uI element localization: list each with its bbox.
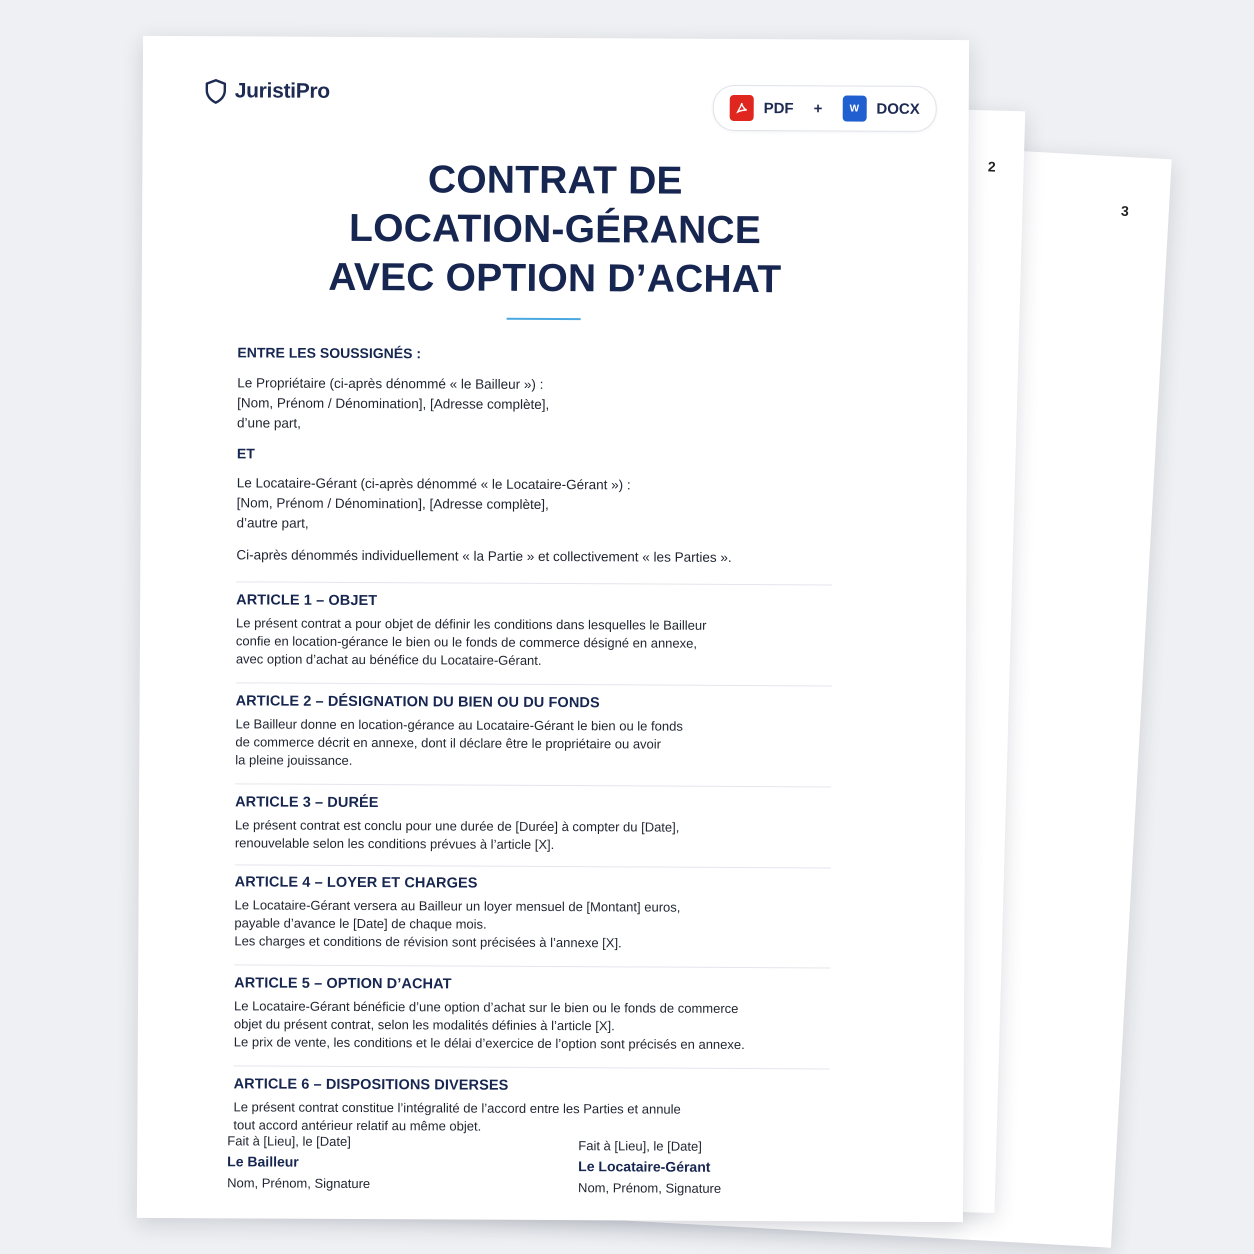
brand-name: JuristiPro [234, 79, 330, 103]
title-line: CONTRAT DE [427, 158, 683, 203]
owner-paragraph [237, 373, 833, 436]
text-line: Le prix de vente, les conditions et le délai d’exercice de l’option sont précisés en annexe. [233, 1034, 745, 1053]
text-line: Le présent contrat est conclu pour une durée de [Durée] à compter du [Date], [234, 817, 680, 835]
article-title: ARTICLE 2 – DÉSIGNATION DU BIEN OU DU FONDS [235, 693, 600, 712]
article-text [236, 614, 832, 671]
tenant-paragraph [236, 473, 832, 536]
title-line: AVEC OPTION D’ACHAT [328, 255, 782, 302]
contract-body [233, 342, 833, 1137]
text-line: renouvelable selon les conditions prévues à l’article [X]. [234, 835, 555, 853]
parties-heading: ENTRE LES SOUSSIGNÉS : [237, 344, 422, 362]
article-1 [236, 590, 832, 671]
text-line: la pleine jouissance. [235, 752, 353, 768]
text-line: Le Locataire-Gérant versera au Bailleur un loyer mensuel de [Montant] euros, [234, 897, 681, 915]
signature-role: Le Locataire-Gérant [578, 1158, 711, 1175]
text-line: Les charges et conditions de révision sont précisées à l’annexe [X]. [234, 933, 622, 951]
and-label: ET [236, 445, 255, 462]
docx-icon: W [842, 96, 866, 122]
pdf-label: PDF [763, 99, 794, 117]
brand-logo [205, 78, 330, 105]
docx-label: DOCX [876, 100, 920, 118]
article-text [234, 997, 830, 1054]
page-number: 3 [1120, 202, 1130, 220]
article-title: ARTICLE 3 – DURÉE [235, 794, 379, 812]
signature-fields: Nom, Prénom, Signature [578, 1180, 722, 1196]
shield-icon [205, 78, 227, 104]
article-text [235, 715, 831, 772]
text-line: Le Bailleur donne en location-gérance au Locataire-Gérant le bien ou le fonds [235, 716, 683, 734]
article-4 [234, 872, 830, 953]
text-line: payable d’avance le [Date] de chaque mois. [234, 915, 487, 932]
article-title: ARTICLE 5 – OPTION D’ACHAT [234, 975, 452, 993]
format-badge [713, 85, 937, 132]
divider [234, 1065, 830, 1069]
article-2 [235, 691, 831, 772]
divider [235, 864, 831, 868]
page-number: 2 [987, 158, 996, 175]
text-line: confie en location-gérance le bien ou le fonds de commerce désigné en annexe, [235, 633, 698, 651]
text-line: de commerce décrit en annexe, dont il déclare être le propriétaire ou avoir [235, 734, 662, 752]
pdf-icon [730, 95, 754, 121]
text-line: Le Locataire-Gérant bénéficie d’une option d’achat sur le bien ou le fonds de commerce [233, 998, 739, 1016]
signature-place-date: Fait à [Lieu], le [Date] [227, 1133, 351, 1149]
article-5 [234, 973, 830, 1054]
signature-role: Le Bailleur [227, 1153, 299, 1170]
article-title: ARTICLE 4 – LOYER ET CHARGES [234, 874, 478, 892]
text-line: d’autre part, [236, 515, 309, 531]
article-3 [235, 792, 831, 855]
divider [236, 682, 832, 686]
text-line: [Nom, Prénom / Dénomination], [Adresse complète], [236, 495, 549, 512]
text-line: [Nom, Prénom / Dénomination], [Adresse complète], [237, 395, 550, 412]
text-line: tout accord antérieur relatif au même objet. [233, 1117, 482, 1134]
signature-place-date: Fait à [Lieu], le [Date] [578, 1138, 702, 1154]
signature-block-locataire [578, 1135, 721, 1199]
text-line: d’une part, [237, 415, 301, 431]
signature-fields: Nom, Prénom, Signature [227, 1175, 371, 1192]
signature-block-bailleur [227, 1130, 370, 1194]
title-line: LOCATION-GÉRANCE [348, 206, 762, 253]
text-line: objet du présent contrat, selon les modalités définies à l’article [X]. [233, 1016, 615, 1034]
front-page [137, 36, 969, 1222]
divider [236, 581, 832, 585]
divider [235, 783, 831, 787]
article-title: ARTICLE 6 – DISPOSITIONS DIVERSES [233, 1076, 509, 1094]
document-title [142, 154, 969, 305]
title-underline [507, 318, 581, 320]
collective-paragraph: Ci-après dénommés individuellement « la Partie » et collectivement « les Parties ». [236, 547, 732, 565]
text-line: Le présent contrat constitue l’intégralité de l’accord entre les Parties et annule [233, 1099, 681, 1117]
text-line: Le Propriétaire (ci-après dénommé « le Bailleur ») : [237, 375, 544, 392]
article-6 [233, 1074, 829, 1137]
plus-sign: + [813, 99, 823, 117]
article-text [235, 816, 831, 855]
text-line: Le présent contrat a pour objet de définir les conditions dans lesquelles le Bailleur [235, 615, 707, 633]
text-line: avec option d’achat au bénéfice du Locataire-Gérant. [235, 651, 542, 668]
article-title: ARTICLE 1 – OBJET [236, 592, 378, 610]
article-text [234, 896, 830, 953]
text-line: Le Locataire-Gérant (ci-après dénommé « le Locataire-Gérant ») : [236, 475, 631, 493]
divider [234, 964, 830, 968]
